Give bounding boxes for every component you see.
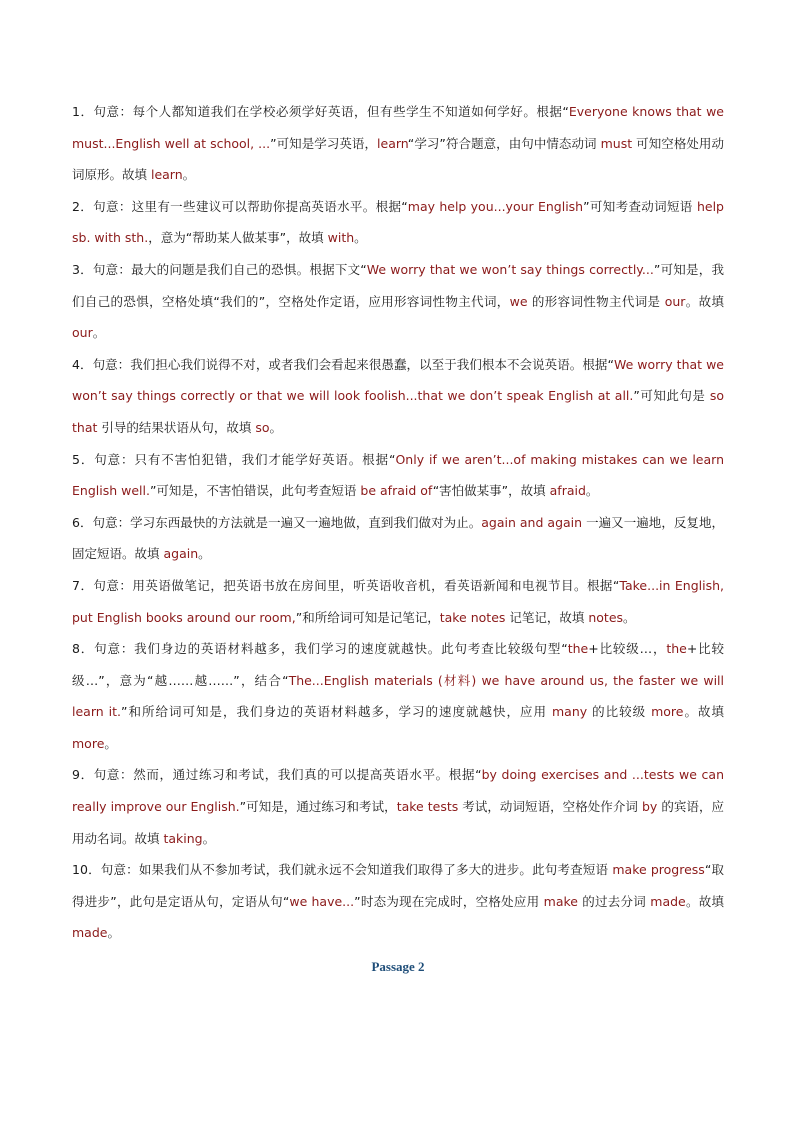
- explanation-text: 一遍又一遍地，反复地，固定短语。故填: [72, 514, 724, 562]
- quoted-text: many: [551, 704, 588, 720]
- quoted-text: the: [567, 641, 589, 657]
- explanation-text: 7．句意：用英语做笔记，把英语书放在房间里，听英语收音机，看英语新闻和电视节目。根据“: [72, 577, 620, 593]
- quoted-text: by: [641, 799, 658, 815]
- quoted-text: take notes: [439, 609, 506, 625]
- quoted-text: we: [509, 293, 528, 309]
- explanation-text: ，意为“帮助某人做某事”，故填: [148, 230, 328, 246]
- explanation-text: ”可知此句是: [633, 388, 710, 404]
- explanation-text: 。: [623, 609, 636, 625]
- explanation-item: [72, 349, 724, 444]
- explanation-text: “害怕做某事”，故填: [432, 483, 550, 499]
- explanation-text: 。: [104, 735, 117, 751]
- explanation-text: ”可知是，我们自己的恐惧，空格处填“我们的”，空格处作定语，应用形容词性物主代词，: [72, 261, 724, 309]
- explanation-item: [72, 759, 724, 854]
- passage-heading: Passage 2: [371, 959, 425, 975]
- explanation-text: 。: [202, 830, 216, 846]
- quoted-text: again: [163, 546, 199, 562]
- quoted-text: made: [72, 925, 108, 941]
- explanation-text: ”和所给词可知是，我们身边的英语材料越多，学习的速度就越快，应用: [121, 704, 552, 720]
- quoted-text: Everyone knows that we must...English well at school, ...: [72, 104, 724, 151]
- explanation-text: 1．句意：每个人都知道我们在学校必须学好英语，但有些学生不知道如何学好。根据“: [72, 104, 569, 119]
- explanation-text: ”可知考查动词短语: [583, 198, 697, 214]
- quoted-text: help sb. with sth.: [72, 198, 724, 246]
- explanation-text: 。: [107, 925, 120, 941]
- quoted-text: must: [600, 135, 633, 151]
- explanation-text: 10．句意：如果我们从不参加考试，我们就永远不会知道我们取得了多大的进步。此句考查短语: [72, 862, 613, 878]
- quoted-text: so: [255, 419, 270, 435]
- quoted-text: make progress: [612, 862, 705, 878]
- explanation-item: [72, 507, 724, 570]
- explanation-text: 8．句意：我们身边的英语材料越多，我们学习的速度就越快。此句考查比较级句型“: [72, 641, 568, 657]
- quoted-text: be afraid of: [360, 483, 433, 499]
- explanation-text: 9．句意：然而，通过练习和考试，我们真的可以提高英语水平。根据“: [72, 767, 482, 783]
- explanation-text: 6．句意：学习东西最快的方法就是一遍又一遍地做，直到我们做对为止。: [72, 514, 482, 530]
- explanation-text: 考试，动词短语，空格处作介词: [458, 799, 642, 815]
- quoted-text: may help you...your English: [407, 198, 584, 214]
- answer-explanations: [72, 96, 724, 979]
- explanation-text: +比较级…”，意为“越……越……”，结合“: [72, 641, 724, 688]
- explanation-item: [72, 633, 724, 759]
- quoted-text: more: [651, 704, 684, 720]
- explanation-text: 3．句意：最大的问题是我们自己的恐惧。根据下文“: [72, 261, 367, 277]
- explanation-text: 。: [198, 546, 211, 562]
- quoted-text: learn: [150, 167, 183, 183]
- explanation-item: [72, 96, 724, 191]
- explanation-text: 记笔记，故填: [505, 609, 589, 625]
- explanation-text: ”时态为现在完成时，空格处应用: [354, 893, 544, 909]
- quoted-text: made: [650, 893, 686, 909]
- explanation-text: 的比较级: [587, 704, 652, 720]
- explanation-text: 。故填: [685, 893, 725, 909]
- explanation-text: 的形容词性物主代词是: [527, 293, 665, 309]
- quoted-text: learn: [377, 135, 408, 151]
- quoted-text: taking: [163, 830, 203, 846]
- quoted-text: make: [543, 893, 578, 909]
- explanation-text: 。: [182, 167, 196, 183]
- explanation-text: “学习”符合题意，由句中情态动词: [407, 135, 601, 151]
- explanation-text: 。故填: [683, 704, 724, 720]
- explanation-text: 2．句意：这里有一些建议可以帮助你提高英语水平。根据“: [72, 198, 408, 214]
- explanation-text: ”可知是，不害怕错误，此句考查短语: [149, 483, 361, 499]
- explanation-item: [72, 570, 724, 633]
- explanation-text: 的宾语，应用动名词。故填: [72, 799, 724, 846]
- quoted-text: more: [72, 735, 105, 751]
- explanation-text: 。: [269, 419, 283, 435]
- quoted-text: We worry that we won’t say things correctly or that we will look foolish...that we don’t speak English at all.: [72, 356, 724, 404]
- explanation-text: 4．句意：我们担心我们说得不对，或者我们会看起来很愚蠢，以至于我们根本不会说英语。根据“: [72, 356, 614, 372]
- explanation-text: +比较级…，: [588, 641, 667, 657]
- explanation-list: [72, 96, 724, 949]
- quoted-text: our: [72, 325, 93, 341]
- explanation-text: “取得进步”，此句是定语从句，定语从句“: [72, 862, 724, 909]
- explanation-text: 5．句意：只有不害怕犯错，我们才能学好英语。根据“: [72, 451, 396, 467]
- explanation-text: 引导的结果状语从句，故填: [97, 419, 256, 435]
- quoted-text: our: [664, 293, 686, 309]
- quoted-text: notes: [588, 609, 624, 625]
- quoted-text: take tests: [396, 799, 459, 815]
- explanation-text: 。故填: [685, 293, 724, 309]
- quoted-text: again and again: [481, 514, 583, 530]
- explanation-text: 。: [92, 325, 106, 341]
- quoted-text: The...English materials (材料) we have around us, the faster we will learn it.: [72, 672, 725, 720]
- explanation-item: [72, 254, 724, 349]
- quoted-text: the: [666, 641, 687, 657]
- quoted-text: afraid: [549, 483, 586, 499]
- quoted-text: with: [327, 230, 355, 246]
- explanation-text: 。: [354, 230, 367, 246]
- quoted-text: so that: [72, 388, 724, 435]
- explanation-text: 。: [585, 483, 599, 499]
- explanation-item: [72, 444, 724, 507]
- quoted-text: We worry that we won’t say things correctly...: [366, 261, 654, 277]
- explanation-text: 可知空格处用动词原形。故填: [72, 135, 724, 183]
- quoted-text: Take...in English, put English books around our room,: [72, 577, 725, 625]
- explanation-item: [72, 191, 724, 254]
- quoted-text: we have...: [289, 893, 355, 909]
- explanation-text: ”和所给词可知是记笔记，: [295, 609, 440, 625]
- explanation-text: ”可知是，通过练习和考试，: [239, 799, 397, 815]
- explanation-item: [72, 854, 724, 949]
- explanation-text: 的过去分词: [578, 893, 651, 909]
- quoted-text: Only if we aren’t...of making mistakes can we learn English well.: [72, 451, 724, 499]
- quoted-text: by doing exercises and ...tests we can really improve our English.: [72, 767, 724, 815]
- explanation-text: ”可知是学习英语，: [270, 135, 378, 151]
